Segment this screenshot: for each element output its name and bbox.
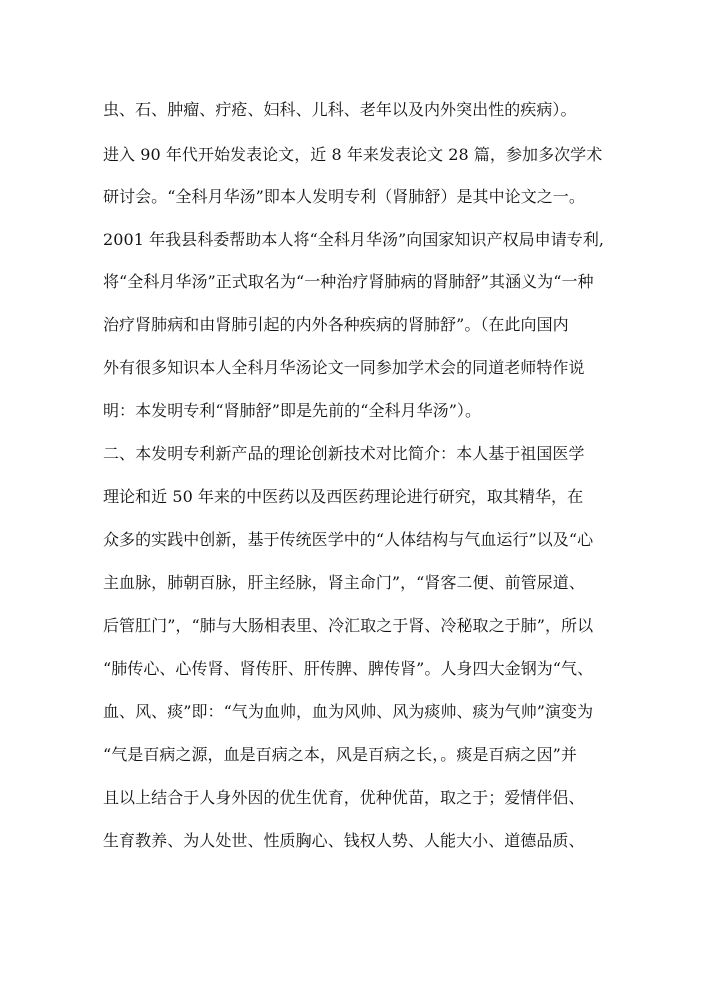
- text-line-15: 血、风、痰”即：“气为血帅，血为风帅、风为痰帅、痰为气帅”演变为: [103, 702, 594, 721]
- text-line-2: 进入 90 年代开始发表论文，近 8 年来发表论文 28 篇，参加多次学术: [103, 145, 603, 164]
- text-line-6: 治疗肾肺病和由肾肺引起的内外各种疾病的肾肺舒”。（在此向国内: [103, 315, 569, 334]
- text-line-17: 且以上结合于人身外因的优生优育，优种优苗，取之于；爱情伴侣、: [103, 788, 585, 807]
- text-line-11: 众多的实践中创新，基于传统医学中的“人体结构与气血运行”以及“心: [103, 530, 594, 549]
- text-line-7: 外有很多知识本人全科月华汤论文一同参加学术会的同道老师特作说: [103, 358, 585, 377]
- text-line-9: 二、本发明专利新产品的理论创新技术对比简介：本人基于祖国医学: [103, 444, 585, 463]
- text-line-10: 理论和近 50 年来的中医药以及西医药理论进行研究，取其精华，在: [103, 487, 584, 506]
- text-line-16: “气是百病之源，血是百病之本，风是百病之长，。痰是百病之因”并: [103, 745, 577, 764]
- text-line-5: 将“全科月华汤”正式取名为“一种治疗肾肺病的肾肺舒”其涵义为“一种: [103, 272, 594, 291]
- text-line-3: 研讨会。“全科月华汤”即本人发明专利（肾肺舒）是其中论文之一。: [103, 187, 585, 206]
- text-line-14: “肺传心、心传肾、肾传肝、肝传脾、脾传肾”。人身四大金钢为“气、: [103, 659, 594, 678]
- text-line-13: 后管肛门”，“肺与大肠相表里、冷汇取之于肾、冷秘取之于肺”，所以: [103, 616, 594, 635]
- text-line-18: 生育教养、为人处世、性质胸心、钱权人势、人能大小、道德品质、: [103, 831, 585, 850]
- text-line-8: 明：本发明专利“肾肺舒”即是先前的“全科月华汤”）。: [103, 401, 482, 420]
- text-line-4: 2001 年我县科委帮助本人将“全科月华汤”向国家知识产权局申请专利,: [103, 230, 605, 249]
- text-line-1: 虫、石、肿瘤、疔疮、妇科、儿科、老年以及内外突出性的疾病）。: [103, 100, 577, 119]
- text-line-12: 主血脉，肺朝百脉，肝主经脉，肾主命门”，“肾客二便、前管尿道、: [103, 573, 585, 592]
